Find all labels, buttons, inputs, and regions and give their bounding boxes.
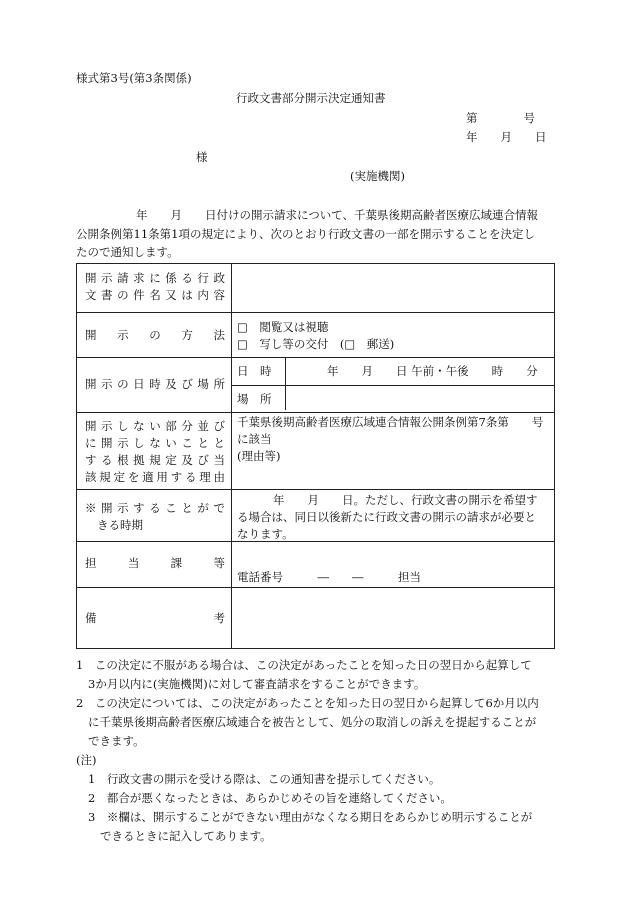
caution-2: 2 都合が悪くなったときは、あらかじめその旨を連絡してください。 (88, 791, 452, 805)
decision-form-table (76, 263, 555, 649)
row-disclosable-time-label-2: きる時期 (97, 518, 143, 532)
row-undisclosed-label-4: 該規定を適用する理由 (85, 470, 225, 484)
row-method-label: 開示の方法 (85, 328, 225, 342)
disclosable-time-line-2: る場合は、同日以後新たに行政文書の開示の請求が必要と (237, 510, 536, 524)
note-2-line-3: できます。 (88, 734, 145, 748)
method-option-copy[interactable]: □ 写し等の交付 (□ 郵送) (237, 337, 395, 351)
note-1-line-1: 1 この決定に不服がある場合は、この決定があったことを知った日の翌日から起算して (76, 658, 532, 672)
addressee: 様 (196, 150, 208, 164)
body-line-3: たので通知します。 (76, 245, 179, 259)
note-2-line-1: 2 この決定については、この決定があったことを知った日の翌日から起算して6か月以内 (76, 696, 539, 710)
issuer: (実施機関) (350, 169, 405, 183)
undisclosed-reason-label: (理由等) (237, 449, 281, 463)
row-remarks-label: 備考 (85, 611, 225, 625)
row-datetime-place-label: 開示の日時及び場所 (85, 377, 225, 391)
place-field[interactable] (291, 390, 547, 408)
row-undisclosed-label-1: 開示しない部分並び (85, 419, 225, 433)
disclosable-time-line-3: なります。 (237, 527, 294, 541)
disclosable-time-line-1[interactable]: 年 月 日。ただし、行政文書の開示を希望す (273, 493, 538, 507)
row-undisclosed-label-2: に開示しないことと (85, 436, 225, 450)
body-line-1: 年 月 日付けの開示請求について、千葉県後期高齢者医療広域連合情報 (136, 208, 539, 222)
department-phone[interactable]: 電話番号 ― ― 担当 (237, 570, 421, 584)
row-subject-label-1: 開示請求に係る行政 (85, 271, 225, 285)
caution-3-line-2: できるときに記入してあります。 (100, 829, 272, 843)
undisclosed-provision[interactable]: 千葉県後期高齢者医療広域連合情報公開条例第7条第 号 (237, 415, 544, 429)
row-undisclosed-label-3: する根拠規定及び当 (85, 453, 225, 467)
document-title: 行政文書部分開示決定通知書 (236, 91, 386, 105)
document-number: 第 号 (466, 111, 535, 125)
datetime-sub-label: 日 時 (237, 364, 272, 378)
row-department-label: 担当課等 (85, 556, 225, 570)
remarks-field[interactable] (237, 594, 547, 644)
datetime-value[interactable]: 年 月 日 午前・午後 時 分 (327, 364, 538, 378)
note-1-line-2: 3か月以内に(実施機関)に対して審査請求をすることができます。 (88, 677, 426, 691)
subject-field[interactable] (237, 270, 547, 306)
form-number: 様式第3号(第3条関係) (76, 71, 192, 85)
body-line-2: 公開条例第11条第1項の規定により、次のとおり行政文書の一部を開示することを決定し (76, 227, 535, 241)
caution-1: 1 行政文書の開示を受ける際は、この通知書を提示してください。 (88, 772, 441, 786)
note-2-line-2: に千葉県後期高齢者医療広域連合を被告として、処分の取消しの訴えを提起することが (88, 715, 537, 729)
row-disclosable-time-label-1: ※開示することがで (85, 501, 225, 515)
undisclosed-applies: に該当 (237, 432, 272, 446)
place-sub-label: 場 所 (237, 392, 272, 406)
document-date: 年 月 日 (466, 130, 547, 144)
row-subject-label-2: 文書の件名又は内容 (85, 288, 225, 302)
caution-heading: (注) (76, 753, 97, 767)
caution-3-line-1: 3 ※欄は、開示することができない理由がなくなる期日をあらかじめ明示することが (88, 810, 533, 824)
method-option-viewing[interactable]: □ 閲覧又は視聴 (237, 320, 329, 334)
